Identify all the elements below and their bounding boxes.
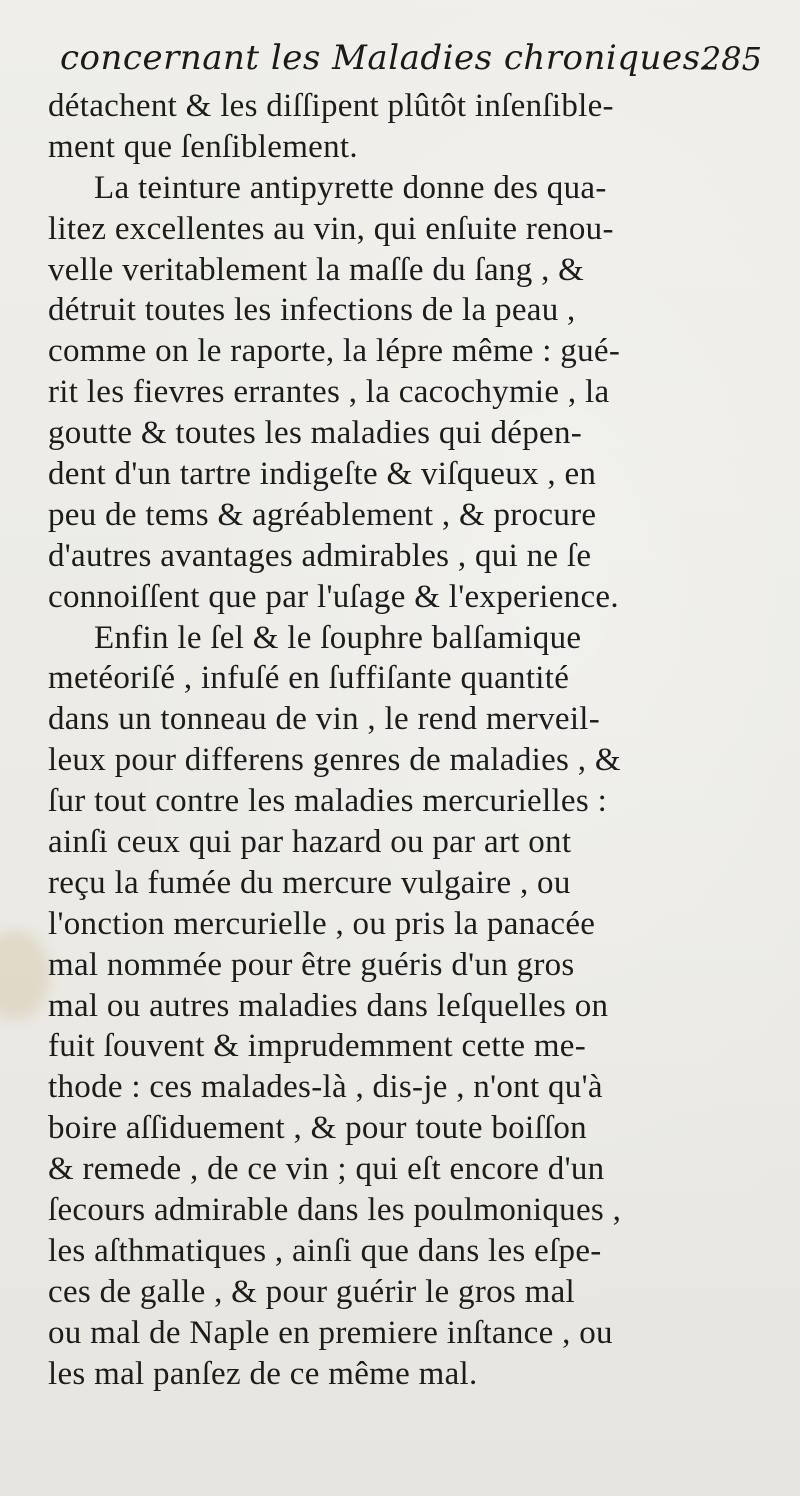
text-line: mal ou autres maladies dans leſquelles on [48,987,609,1024]
text-line: La teinture antipyrette donne des qua- [94,169,607,206]
text-line: thode : ces malades-là , dis-je , n'ont qu'à [48,1069,603,1106]
text-line: leux pour differens genres de maladies , & [48,742,621,779]
text-line: velle veritablement la maſſe du ſang , & [48,251,585,288]
text-line: ment que ſenſiblement. [48,128,358,165]
text-line: ſur tout contre les maladies mercurielles : [48,783,608,820]
text-line: Enfin le ſel & le ſouphre balſamique [94,619,582,656]
text-line: ainſi ceux qui par hazard ou par art ont [48,824,572,861]
text-line: l'onction mercurielle , ou pris la panacée [48,905,596,942]
text-line: comme on le raporte, la lépre même : gué- [48,333,621,370]
text-line: ou mal de Naple en premiere inſtance , ou [48,1314,613,1351]
text-line: détruit toutes les infections de la peau , [48,292,576,329]
text-line: ces de galle , & pour guérir le gros mal [48,1273,575,1310]
text-line: les aſthmatiques , ainſi que dans les eſpe- [48,1232,602,1269]
text-line: ſecours admirable dans les poulmoniques , [48,1192,622,1229]
text-line: goutte & toutes les maladies qui dépen- [48,415,583,452]
text-line: détachent & les diſſipent plûtôt inſenſible- [48,88,614,124]
text-line: metéoriſé , infuſé en ſuffiſante quantité [48,660,570,697]
text-line: litez excellentes au vin, qui enſuite renou- [48,210,614,247]
text-line: connoiſſent que par l'uſage & l'experience. [48,578,619,615]
text-line: peu de tems & agréablement , & procure [48,496,597,533]
text-line: les mal panſez de ce même mal. [48,1355,478,1392]
text-line: fuit ſouvent & imprudemment cette me- [48,1028,587,1065]
text-line: reçu la fumée du mercure vulgaire , ou [48,864,571,901]
text-line: boire aſſiduement , & pour toute boiſſon [48,1110,587,1147]
text-line: dans un tonneau de vin , le rend merveil- [48,701,601,738]
body-text [48,86,778,1395]
running-title: concernant les Maladies chroniques. [60,38,712,78]
text-line: rit les fievres errantes , la cacochymie , la [48,374,610,411]
text-line: dent d'un tartre indigeſte & viſqueux , en [48,456,597,493]
text-line: & remede , de ce vin ; qui eſt encore d'un [48,1151,605,1188]
page-header [60,38,770,86]
page-number: 285 [700,40,762,78]
paper-stain [0,930,50,1020]
text-line: d'autres avantages admirables , qui ne ſe [48,537,592,574]
text-line: mal nommée pour être guéris d'un gros [48,946,575,983]
